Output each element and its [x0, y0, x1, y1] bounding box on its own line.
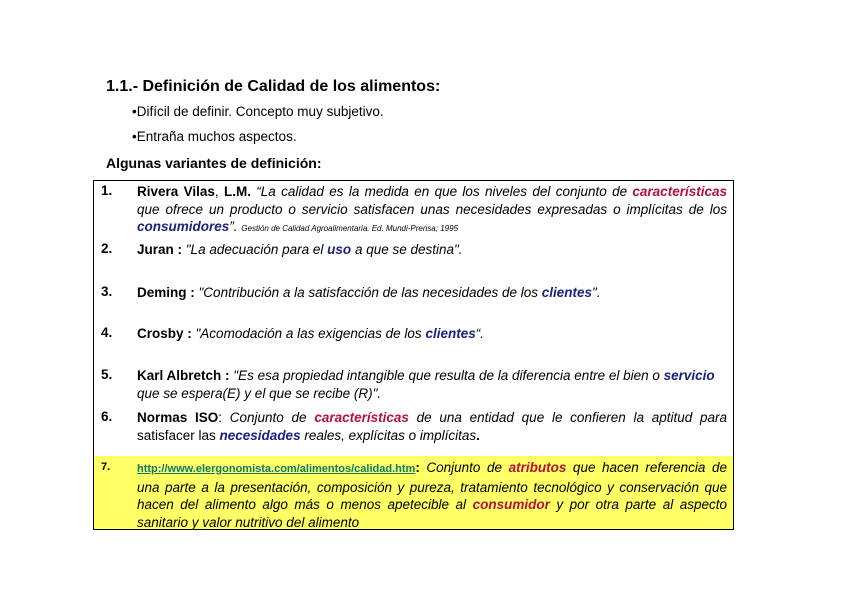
definition-text — [137, 459, 727, 530]
bullet-difficult-to-define: •Difícil de definir. Concepto muy subjetivo. — [132, 104, 384, 119]
definition-author: Karl Albretch : — [137, 368, 234, 383]
definition-row-4 — [94, 325, 733, 349]
definition-quote-part: y por otra parte al aspecto sanitario y valor nutritivo del alimento — [137, 497, 727, 530]
definition-author: Deming : — [137, 285, 199, 300]
definition-text — [137, 367, 727, 402]
definition-quote-part: a que se destina". — [351, 242, 463, 257]
definition-quote-part: "Es esa propiedad intangible que resulta de la diferencia entre el bien o — [233, 368, 664, 383]
definitions-table — [93, 180, 734, 530]
definition-colon: : — [415, 460, 420, 475]
definition-quote-part: “. — [475, 326, 484, 341]
definition-row-1 — [94, 183, 733, 239]
definition-plain-part: satisfacer las — [137, 427, 220, 443]
keyword-necesidades: necesidades — [219, 427, 301, 443]
keyword-clientes: clientes — [425, 326, 476, 341]
definition-quote-part: ”. — [229, 219, 242, 234]
definition-row-3 — [94, 284, 733, 308]
definition-quote-part: ". — [592, 285, 601, 300]
keyword-caracteristicas: características — [314, 410, 409, 425]
definition-number: 2. — [101, 241, 113, 256]
definition-row-7-highlighted — [94, 456, 733, 529]
definition-text — [137, 284, 727, 302]
definition-row-6 — [94, 409, 733, 449]
definition-quote-part: que se espera(E) y el que se recibe (R)". — [137, 385, 382, 401]
definition-text — [137, 409, 727, 444]
bullet-many-aspects: •Entraña muchos aspectos. — [132, 129, 297, 144]
definition-quote-part: que hacen referencia de una parte a la presentación, composición y pureza, tratamiento tecnológico y conservación que hacen del alimento algo más o menos apetecible al — [137, 460, 728, 512]
definition-end-period: . — [476, 427, 480, 443]
definition-row-5 — [94, 367, 733, 407]
keyword-consumidor: consumidor — [472, 497, 550, 512]
definition-quote-part: reales, explícitas o implícitas — [300, 427, 477, 443]
definition-colon: : — [218, 410, 230, 425]
keyword-caracteristicas: características — [632, 184, 727, 199]
keyword-uso: uso — [327, 242, 352, 257]
definition-quote-part: que ofrece un producto o servicio satisfacen unas necesidades expresadas o implícitas de los — [137, 201, 727, 217]
definition-number: 3. — [101, 284, 113, 299]
keyword-servicio: servicio — [663, 368, 715, 383]
definition-quote-part: de una entidad que le confieren la aptitud para — [408, 410, 727, 425]
definition-number: 7. — [101, 461, 111, 473]
definition-quote-part: "Acomodación a las exigencias de los — [195, 326, 426, 341]
definition-quote-part: Conjunto de — [419, 460, 509, 475]
definition-number: 6. — [101, 409, 113, 424]
definition-author: Juran : — [137, 242, 186, 257]
definition-row-2 — [94, 241, 733, 265]
definition-author: Rivera Vilas — [137, 184, 215, 199]
definition-text — [137, 183, 727, 238]
definition-quote-part: Conjunto de — [229, 410, 315, 425]
page-title: 1.1.- Definición de Calidad de los alimentos: — [106, 78, 441, 95]
keyword-clientes: clientes — [541, 285, 593, 300]
definition-author-initials: L.M. — [223, 184, 251, 199]
definitions-subheading: Algunas variantes de definición: — [106, 155, 322, 171]
author-separator: , — [214, 184, 224, 199]
definition-number: 5. — [101, 367, 113, 382]
definition-number: 1. — [101, 183, 113, 198]
definition-quote-part: "Contribución a la satisfacción de las necesidades de los — [198, 285, 542, 300]
definition-author: Normas ISO — [137, 410, 219, 425]
definition-author: Crosby : — [137, 326, 196, 341]
definition-text — [137, 325, 727, 343]
keyword-atributos: atributos — [508, 460, 567, 475]
source-link[interactable]: http://www.elergonomista.com/alimentos/calidad.htm — [137, 463, 416, 475]
definition-source: Gestión de Calidad Agroalimentaria. Ed. Mundi-Prensa; 1995 — [241, 224, 458, 233]
definition-quote-part: “La calidad es la medida en que los niveles del conjunto de — [250, 184, 633, 199]
definition-quote-part: "La adecuación para el — [185, 242, 328, 257]
keyword-consumidores: consumidores — [137, 219, 230, 234]
definition-number: 4. — [101, 325, 113, 340]
definition-text — [137, 241, 727, 259]
